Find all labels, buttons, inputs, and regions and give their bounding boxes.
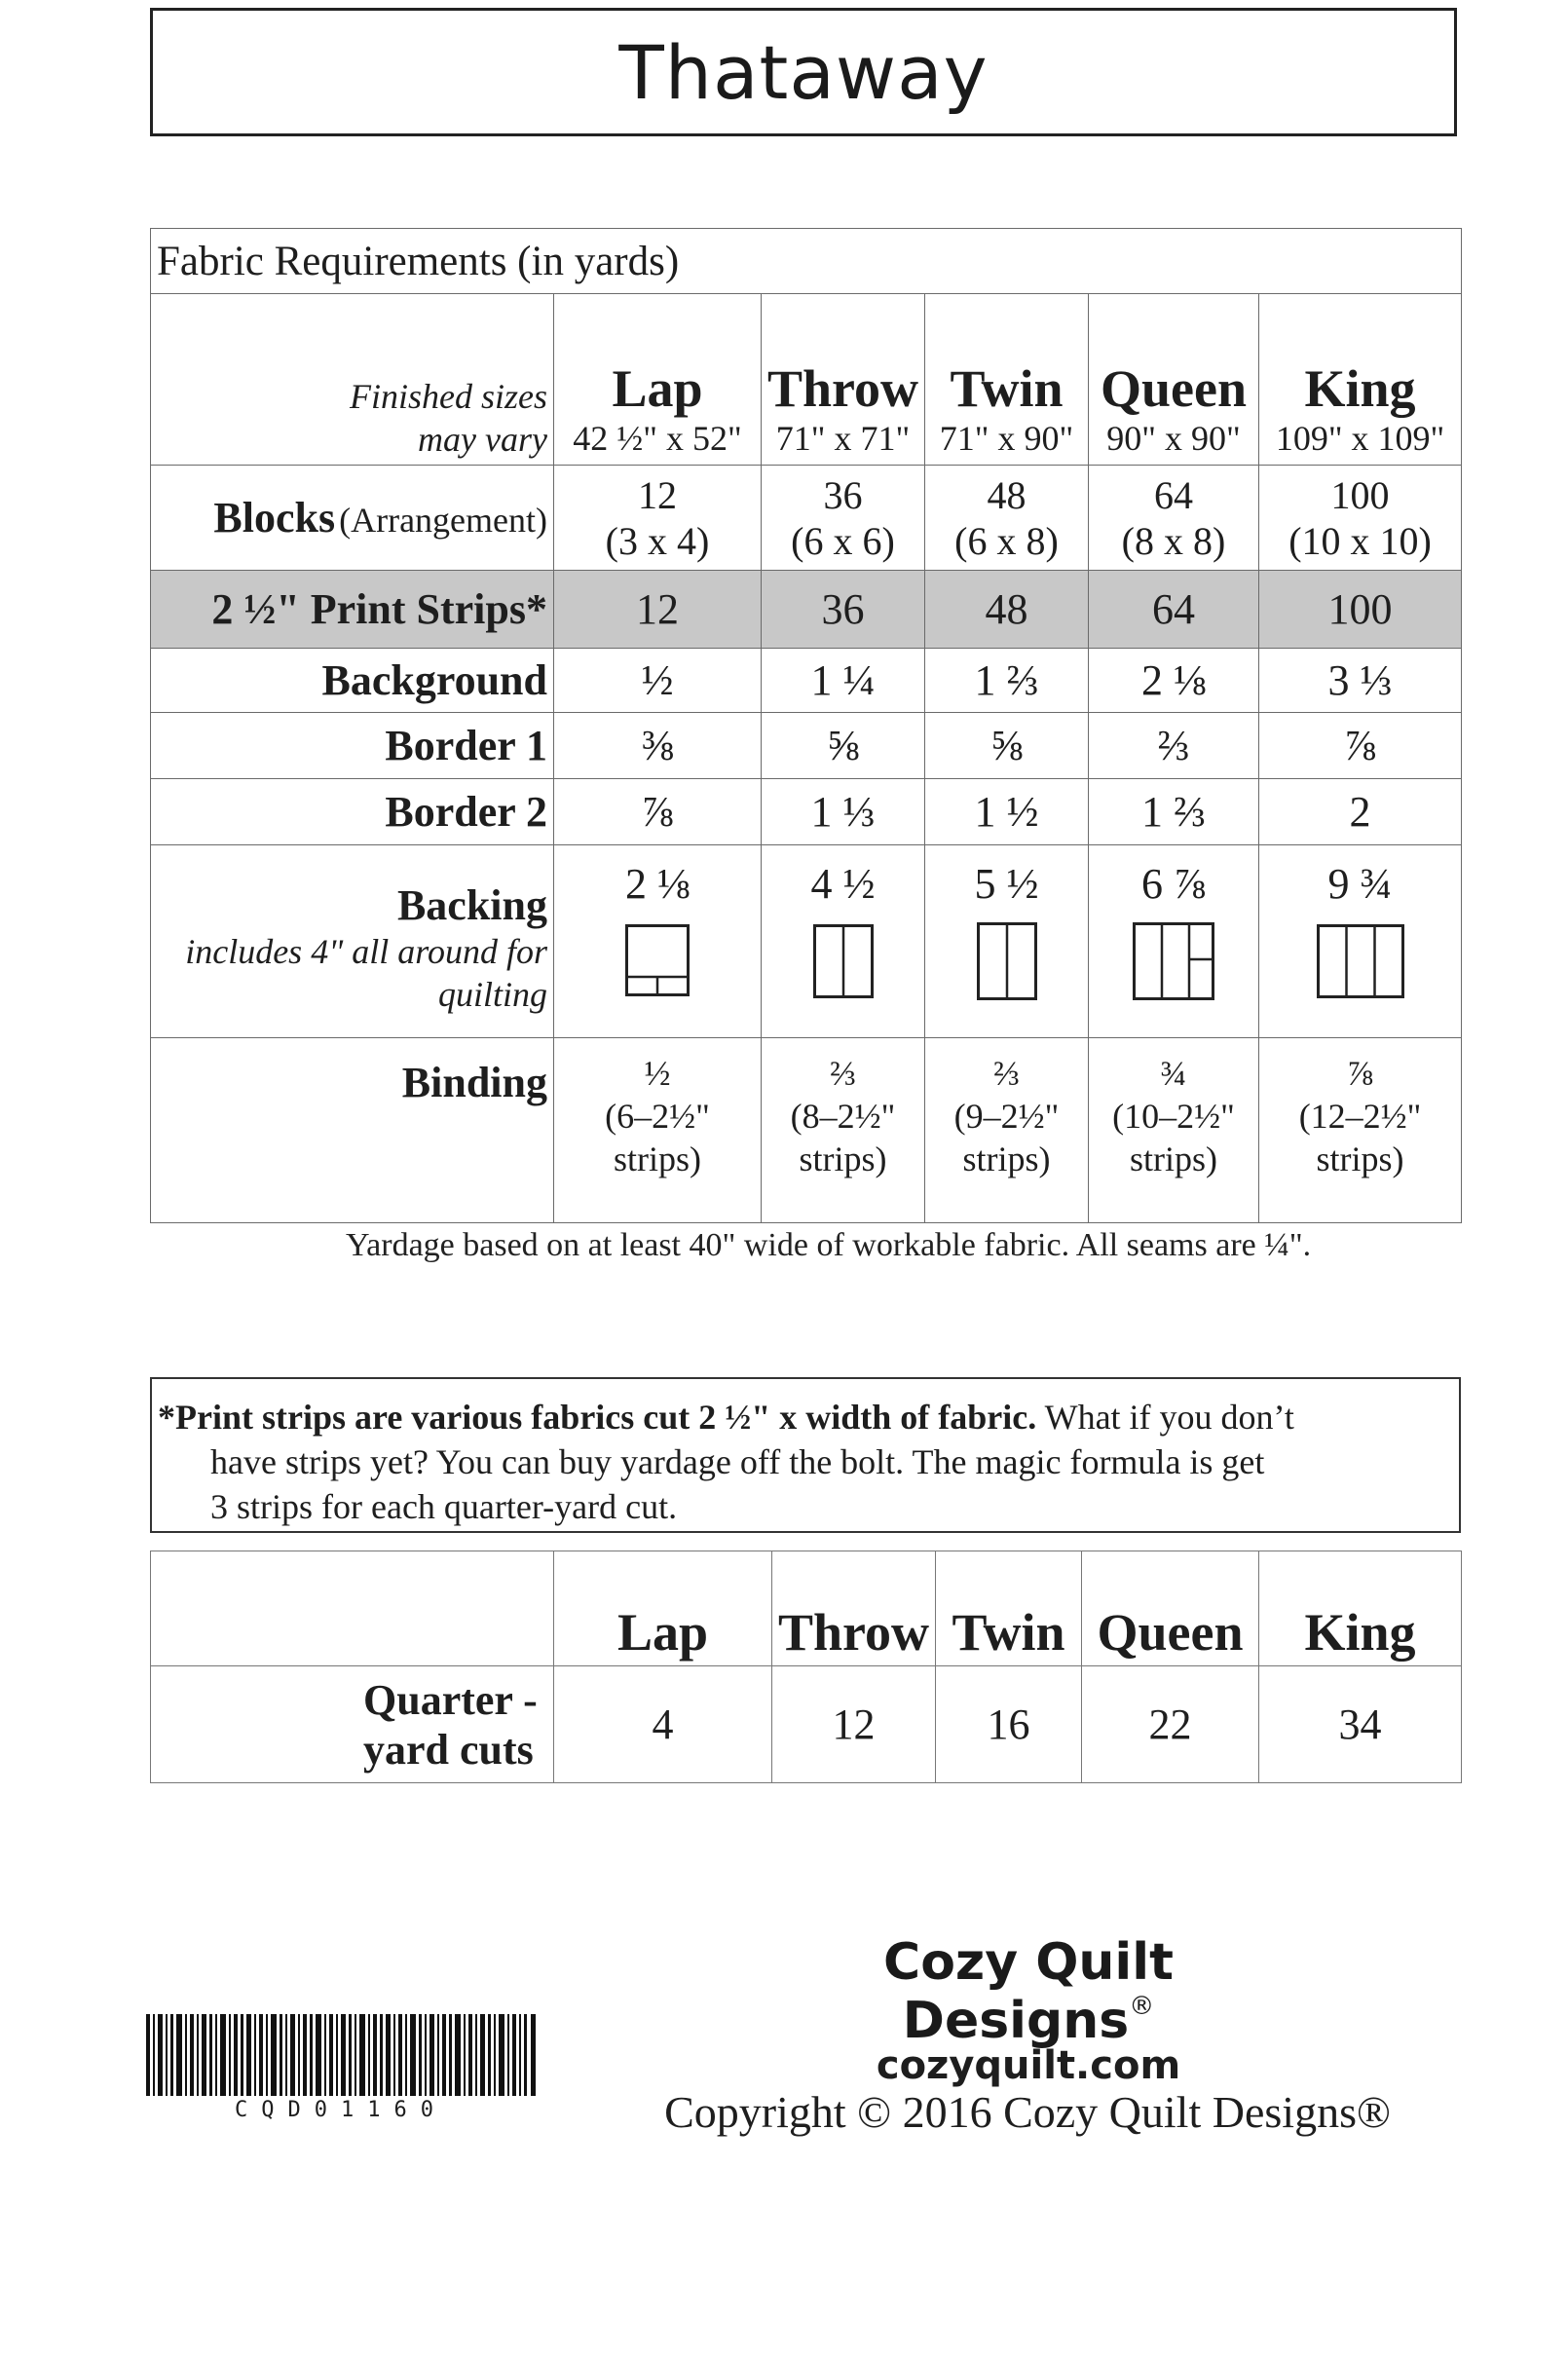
print-strips-lap: 12 <box>554 571 762 649</box>
backing-throw-icon <box>813 924 874 998</box>
size-header-twin: Twin 71" x 90" <box>925 294 1089 466</box>
cuts-queen: 22 <box>1082 1666 1259 1783</box>
cuts-header-lap: Lap <box>554 1551 772 1666</box>
border2-twin: 1 ½ <box>925 779 1089 845</box>
barcode-icon <box>146 2014 536 2096</box>
binding-row <box>151 1038 1462 1223</box>
blocks-king: 100 (10 x 10) <box>1259 466 1462 571</box>
size-header-queen: Queen 90" x 90" <box>1089 294 1259 466</box>
background-twin: 1 ⅔ <box>925 649 1089 713</box>
blocks-lap: 12 (3 x 4) <box>554 466 762 571</box>
cuts-header-king: King <box>1259 1551 1462 1666</box>
info-line2: have strips yet? You can buy yardage off the bolt. The magic formula is get <box>210 1442 1265 1481</box>
backing-queen: 6 ⅞ <box>1089 845 1259 1038</box>
sizes-row <box>151 294 1462 466</box>
border2-king: 2 <box>1259 779 1462 845</box>
backing-king: 9 ¾ <box>1259 845 1462 1038</box>
brand-name: Cozy Quilt Designs® <box>883 1933 1174 2050</box>
border2-lap: ⅞ <box>554 779 762 845</box>
size-header-lap: Lap 42 ½" x 52" <box>554 294 762 466</box>
binding-label-cell: Binding <box>151 1038 554 1223</box>
border1-twin: ⅝ <box>925 713 1089 779</box>
binding-lap: ½ (6–2½" strips) <box>554 1038 762 1223</box>
backing-lap-icon <box>625 924 690 996</box>
border2-throw: 1 ⅓ <box>762 779 925 845</box>
cuts-header-empty <box>151 1551 554 1666</box>
print-strips-queen: 64 <box>1089 571 1259 649</box>
backing-queen-icon <box>1133 922 1214 1000</box>
finished-sizes-note: Finished sizes may vary <box>151 294 554 466</box>
blocks-throw: 36 (6 x 6) <box>762 466 925 571</box>
barcode-number: CQD01160 <box>235 2098 447 2122</box>
size-header-throw: Throw 71" x 71" <box>762 294 925 466</box>
border1-row <box>151 713 1462 779</box>
cuts-values-row <box>151 1666 1462 1783</box>
background-label: Background <box>151 649 554 713</box>
border1-lap: ⅜ <box>554 713 762 779</box>
cuts-header-queen: Queen <box>1082 1551 1259 1666</box>
print-strips-king: 100 <box>1259 571 1462 649</box>
info-bold-text: *Print strips are various fabrics cut 2 ½" x width of fabric. <box>158 1398 1037 1437</box>
table-caption: Fabric Requirements (in yards) <box>151 229 1462 294</box>
backing-lap: 2 ⅛ <box>554 845 762 1038</box>
print-strips-twin: 48 <box>925 571 1089 649</box>
backing-label-cell: Backing includes 4" all around for quilting <box>151 845 554 1038</box>
binding-king: ⅞ (12–2½" strips) <box>1259 1038 1462 1223</box>
background-lap: ½ <box>554 649 762 713</box>
cuts-throw: 12 <box>772 1666 936 1783</box>
border1-queen: ⅔ <box>1089 713 1259 779</box>
cuts-king: 34 <box>1259 1666 1462 1783</box>
background-queen: 2 ⅛ <box>1089 649 1259 713</box>
copyright-text: Copyright © 2016 Cozy Quilt Designs® <box>664 2087 1391 2137</box>
background-row <box>151 649 1462 713</box>
background-throw: 1 ¼ <box>762 649 925 713</box>
pattern-title: Thataway <box>618 28 989 116</box>
website-link[interactable]: cozyquilt.com <box>876 2043 1181 2088</box>
border1-label: Border 1 <box>151 713 554 779</box>
blocks-label: Blocks (Arrangement) <box>151 466 554 571</box>
print-strips-info-box <box>150 1377 1461 1533</box>
print-strips-throw: 36 <box>762 571 925 649</box>
background-king: 3 ⅓ <box>1259 649 1462 713</box>
fabric-requirements-table <box>150 228 1462 1223</box>
binding-queen: ¾ (10–2½" strips) <box>1089 1038 1259 1223</box>
yardage-footnote: Yardage based on at least 40" wide of workable fabric. All seams are ¼". <box>346 1227 1312 1263</box>
backing-throw: 4 ½ <box>762 845 925 1038</box>
backing-twin-icon <box>977 922 1037 1000</box>
border1-throw: ⅝ <box>762 713 925 779</box>
info-line1-rest: What if you don’t <box>1036 1398 1294 1437</box>
quarter-yard-cuts-table <box>150 1551 1462 1783</box>
backing-king-icon <box>1317 924 1404 998</box>
blocks-twin: 48 (6 x 8) <box>925 466 1089 571</box>
border2-queen: 1 ⅔ <box>1089 779 1259 845</box>
cuts-label: Quarter - yard cuts <box>151 1666 554 1783</box>
size-header-king: King 109" x 109" <box>1259 294 1462 466</box>
blocks-row <box>151 466 1462 571</box>
blocks-queen: 64 (8 x 8) <box>1089 466 1259 571</box>
binding-throw: ⅔ (8–2½" strips) <box>762 1038 925 1223</box>
backing-twin: 5 ½ <box>925 845 1089 1038</box>
print-strips-label: 2 ½" Print Strips* <box>151 571 554 649</box>
border1-king: ⅞ <box>1259 713 1462 779</box>
border2-label: Border 2 <box>151 779 554 845</box>
info-line3: 3 strips for each quarter-yard cut. <box>210 1487 678 1526</box>
cuts-twin: 16 <box>936 1666 1082 1783</box>
print-strips-row <box>151 571 1462 649</box>
cuts-lap: 4 <box>554 1666 772 1783</box>
title-box <box>150 8 1457 136</box>
cuts-header-row <box>151 1551 1462 1666</box>
binding-twin: ⅔ (9–2½" strips) <box>925 1038 1089 1223</box>
cuts-header-twin: Twin <box>936 1551 1082 1666</box>
backing-row <box>151 845 1462 1038</box>
border2-row <box>151 779 1462 845</box>
cuts-header-throw: Throw <box>772 1551 936 1666</box>
